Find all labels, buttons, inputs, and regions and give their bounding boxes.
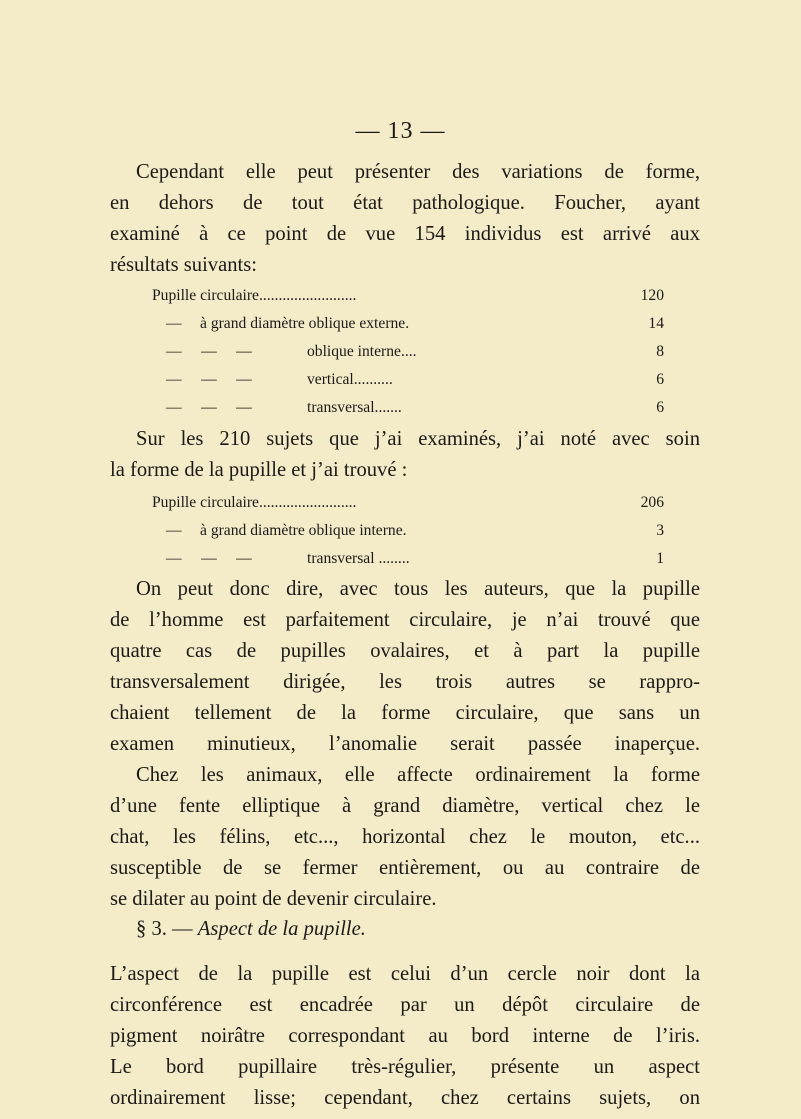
table-row (152, 545, 664, 573)
row-value: 1 (656, 550, 664, 567)
table-row (152, 394, 664, 422)
ditto-dashes: — — — (166, 371, 252, 388)
text-line: ordinairement lisse; cependant, chez certains sujets, on (110, 1087, 700, 1109)
section-title: Aspect de la pupille. (197, 918, 366, 940)
row-label: vertical.......... (307, 371, 393, 388)
table-row (152, 338, 664, 366)
row-label: à grand diamètre oblique interne. (200, 522, 407, 539)
table-row (152, 366, 664, 394)
ditto-dashes: — (166, 522, 182, 539)
table-row (152, 282, 664, 310)
paragraph-4 (110, 959, 700, 1114)
row-value: 120 (640, 287, 664, 304)
ditto-dashes: — — — (166, 550, 252, 567)
text-line: examen minutieux, l’anomalie serait passée inaperçue. (110, 733, 700, 755)
row-value: 206 (640, 494, 664, 511)
row-label: Pupille circulaire......................... (152, 494, 357, 511)
ditto-dashes: — — — (166, 343, 252, 360)
paragraph-1 (110, 157, 700, 281)
row-label: à grand diamètre oblique externe. (200, 315, 410, 332)
table-row (152, 489, 664, 517)
text-line: susceptible de se fermer entièrement, ou au contraire de (110, 857, 700, 879)
paragraph-2 (110, 424, 700, 486)
row-label: oblique interne.... (307, 343, 417, 360)
text-line: se dilater au point de devenir circulaire. (110, 888, 437, 910)
row-value: 6 (656, 371, 664, 388)
text-line: Sur les 210 sujets que j’ai examinés, j’ai noté avec soin (136, 428, 700, 450)
table-row (152, 310, 664, 338)
text-line: On peut donc dire, avec tous les auteurs, que la pupille (136, 578, 700, 600)
pupil-shape-table-foucher (152, 282, 664, 422)
text-line: de l’homme est parfaitement circulaire, je n’ai trouvé que (110, 609, 700, 631)
text-line: Le bord pupillaire très-régulier, présente un aspect (110, 1056, 700, 1078)
section-number: § 3. — (136, 918, 193, 940)
text-line: Chez les animaux, elle affecte ordinairement la forme (136, 764, 700, 786)
text-line: résultats suivants: (110, 254, 258, 276)
section-heading (136, 914, 366, 945)
text-line: examiné à ce point de vue 154 individus est arrivé aux (110, 223, 700, 245)
row-value: 6 (656, 399, 664, 416)
row-label: transversal....... (307, 399, 402, 416)
text-line: transversalement dirigée, les trois autres se rappro- (110, 671, 700, 693)
text-line: chat, les félins, etc..., horizontal chez le mouton, etc... (110, 826, 700, 848)
row-value: 3 (656, 522, 664, 539)
row-value: 14 (648, 315, 664, 332)
row-label: transversal ........ (307, 550, 410, 567)
text-line: en dehors de tout état pathologique. Foucher, ayant (110, 192, 700, 214)
text-line: d’une fente elliptique à grand diamètre, vertical chez le (110, 795, 700, 817)
text-line: chaient tellement de la forme circulaire, que sans un (110, 702, 700, 724)
text-line: pigment noirâtre correspondant au bord interne de l’iris. (110, 1025, 700, 1047)
text-line: L’aspect de la pupille est celui d’un cercle noir dont la (110, 963, 700, 985)
row-value: 8 (656, 343, 664, 360)
ditto-dashes: — — — (166, 399, 252, 416)
ditto-dashes: — (166, 315, 182, 332)
text-line: Cependant elle peut présenter des variations de forme, (136, 161, 700, 183)
table-row (152, 517, 664, 545)
paragraph-3 (110, 574, 700, 915)
row-label: Pupille circulaire......................... (152, 287, 357, 304)
text-line: circonférence est encadrée par un dépôt circulaire de (110, 994, 700, 1016)
text-line: quatre cas de pupilles ovalaires, et à part la pupille (110, 640, 700, 662)
pupil-shape-table-author (152, 489, 664, 573)
page-number: — 13 — (355, 118, 446, 144)
text-line: la forme de la pupille et j’ai trouvé : (110, 459, 408, 481)
